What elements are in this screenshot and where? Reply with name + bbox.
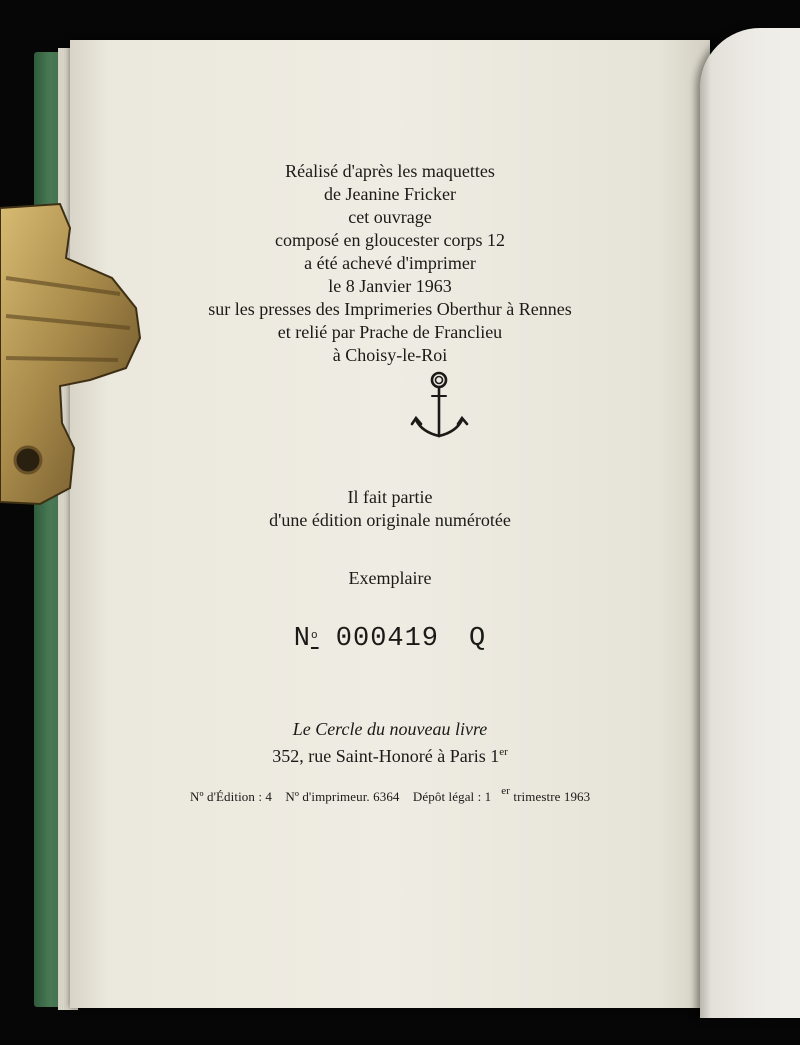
exemplaire-block bbox=[70, 567, 710, 590]
publisher-address: 352, rue Saint-Honoré à Paris 1 bbox=[272, 746, 500, 766]
credit-line: cet ouvrage bbox=[348, 207, 432, 227]
edition-block bbox=[70, 486, 710, 532]
publisher-address-line bbox=[70, 741, 710, 768]
number-value: 000419 bbox=[335, 624, 440, 654]
credit-line: à Choisy-le-Roi bbox=[332, 345, 448, 365]
credit-line: de Jeanine Fricker bbox=[324, 184, 456, 204]
right-page bbox=[700, 28, 800, 1018]
colophon bbox=[70, 40, 710, 1008]
credit-line: Réalisé d'après les maquettes bbox=[285, 161, 495, 181]
number-prefix-sup: o bbox=[310, 630, 319, 642]
credit-line: a été achevé d'imprimer bbox=[304, 253, 476, 273]
legal-footer bbox=[190, 785, 670, 805]
number-series: Q bbox=[469, 624, 487, 654]
credit-line: le 8 Janvier 1963 bbox=[328, 276, 452, 296]
edition-line: Il fait partie bbox=[347, 487, 433, 507]
anchor-icon bbox=[408, 370, 474, 450]
credit-line: sur les presses des Imprimeries Oberthur à Rennes bbox=[208, 299, 572, 319]
credit-line: et relié par Prache de Franclieu bbox=[277, 322, 503, 342]
publisher-name: Le Cercle du nouveau livre bbox=[292, 719, 488, 739]
credit-line: composé en gloucester corps 12 bbox=[275, 230, 505, 250]
publisher-block bbox=[70, 718, 710, 768]
edition-number: Nº d'Édition : 4 bbox=[190, 789, 272, 804]
publisher-address-sup: er bbox=[499, 746, 508, 758]
edition-line: d'une édition originale numérotée bbox=[269, 510, 511, 530]
legal-deposit bbox=[412, 785, 600, 804]
credits-block bbox=[70, 160, 710, 367]
exemplaire-label: Exemplaire bbox=[348, 568, 432, 588]
number-prefix: N bbox=[293, 624, 311, 654]
depot-prefix: Dépôt légal : 1 bbox=[412, 789, 492, 804]
depot-sup: er bbox=[501, 785, 511, 797]
printer-number: Nº d'imprimeur. 6364 bbox=[285, 789, 400, 804]
copy-number bbox=[70, 624, 710, 654]
depot-suffix: trimestre 1963 bbox=[510, 789, 591, 804]
